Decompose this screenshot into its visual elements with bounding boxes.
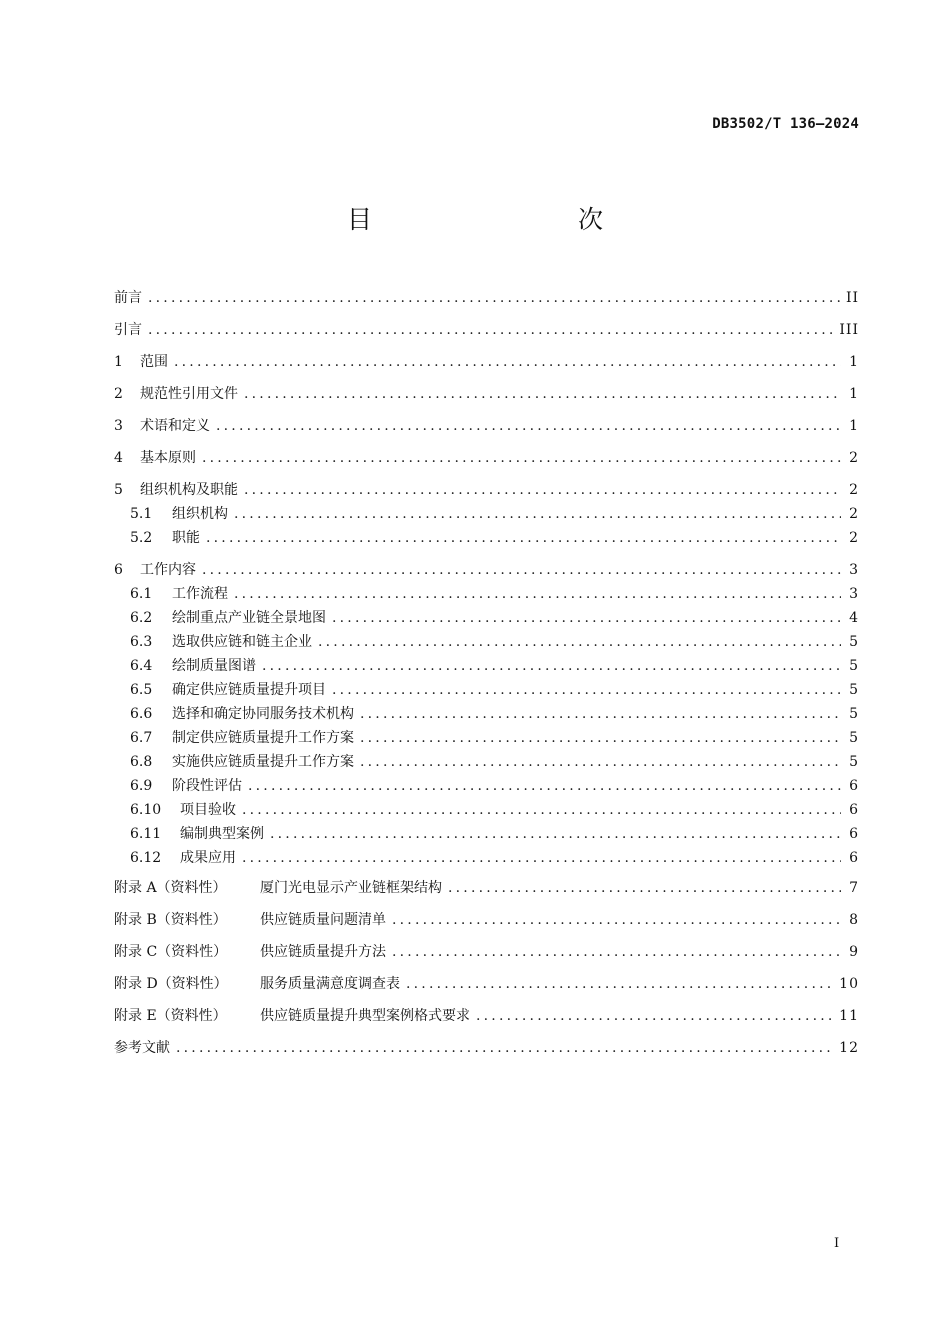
toc-entry-page: 2 <box>849 530 859 546</box>
toc-entry[interactable] <box>114 750 859 774</box>
toc-entry-number: 6.1 <box>130 586 153 602</box>
toc-entry-label: 项目验收 <box>180 802 236 818</box>
toc-entry-page: 2 <box>849 450 859 466</box>
toc-entry-label: 职能 <box>172 530 200 546</box>
toc-entry-page: 6 <box>849 826 859 842</box>
toc-entry[interactable] <box>114 382 859 406</box>
toc-entry-page: 4 <box>849 610 859 626</box>
toc-entry-page: 6 <box>849 850 859 866</box>
toc-entry-page: 1 <box>849 354 859 370</box>
toc-entry-number: 附录 D（资料性） <box>114 976 228 992</box>
toc-entry-page: 3 <box>849 562 859 578</box>
toc-entry[interactable] <box>114 798 859 822</box>
toc-entry-number: 6.12 <box>130 850 162 866</box>
toc-entry-number: 5 <box>114 482 123 498</box>
leader-dots <box>216 414 841 438</box>
toc-entry-label: 选取供应链和链主企业 <box>172 634 312 650</box>
toc-entry-label: 供应链质量提升典型案例格式要求 <box>260 1008 470 1024</box>
leader-dots <box>360 726 841 750</box>
toc-entry-page: III <box>839 322 859 338</box>
toc-entry-page: 8 <box>849 912 859 928</box>
toc-entry[interactable] <box>114 446 859 470</box>
toc-entry-page: 5 <box>849 658 859 674</box>
toc-entry-label: 绘制质量图谱 <box>172 658 256 674</box>
toc-entry-label: 供应链质量提升方法 <box>260 944 386 960</box>
toc-entry[interactable] <box>114 1004 859 1028</box>
leader-dots <box>270 822 841 846</box>
toc-entry-number: 6.11 <box>130 826 162 842</box>
toc-entry-page: 6 <box>849 778 859 794</box>
toc-entry[interactable] <box>114 940 859 964</box>
leader-dots <box>176 1036 833 1060</box>
toc-entry[interactable] <box>114 558 859 582</box>
toc-entry[interactable] <box>114 350 859 374</box>
toc-entry[interactable] <box>114 286 859 310</box>
leader-dots <box>360 702 841 726</box>
toc-entry-label: 范围 <box>140 354 168 370</box>
toc-entry-number: 6.5 <box>130 682 153 698</box>
toc-entry-page: 12 <box>839 1040 859 1056</box>
toc-entry-label: 厦门光电显示产业链框架结构 <box>260 880 442 896</box>
leader-dots <box>332 678 841 702</box>
toc-entry-page: 2 <box>849 506 859 522</box>
toc-entry-number: 附录 E（资料性） <box>114 1008 227 1024</box>
leader-dots <box>392 908 841 932</box>
leader-dots <box>476 1004 833 1028</box>
toc-entry-number: 6.4 <box>130 658 153 674</box>
leader-dots <box>360 750 841 774</box>
toc-entry[interactable] <box>114 846 859 870</box>
toc-entry-page: 3 <box>849 586 859 602</box>
toc-entry[interactable] <box>114 606 859 630</box>
toc-entry-page: 5 <box>849 754 859 770</box>
leader-dots <box>392 940 841 964</box>
toc-entry[interactable] <box>114 1036 859 1060</box>
toc-entry-label: 前言 <box>114 290 142 306</box>
toc-entry[interactable] <box>114 526 859 550</box>
toc-entry-page: 9 <box>849 944 859 960</box>
toc-entry[interactable] <box>114 822 859 846</box>
leader-dots <box>148 286 840 310</box>
toc-entry-label: 选择和确定协同服务技术机构 <box>172 706 354 722</box>
toc-entry-label: 组织机构及职能 <box>140 482 238 498</box>
leader-dots <box>234 582 841 606</box>
toc-entry-page: 5 <box>849 634 859 650</box>
toc-entry-number: 1 <box>114 354 123 370</box>
toc-entry-label: 工作流程 <box>172 586 228 602</box>
toc-entry[interactable] <box>114 876 859 900</box>
toc-entry-label: 供应链质量问题清单 <box>260 912 386 928</box>
toc-entry-page: 2 <box>849 482 859 498</box>
toc-entry-label: 阶段性评估 <box>172 778 242 794</box>
toc-entry-number: 附录 A（资料性） <box>114 880 227 896</box>
toc-entry-label: 实施供应链质量提升工作方案 <box>172 754 354 770</box>
leader-dots <box>262 654 841 678</box>
leader-dots <box>234 502 841 526</box>
toc-entry-label: 术语和定义 <box>140 418 210 434</box>
toc-entry-number: 附录 C（资料性） <box>114 944 228 960</box>
toc-entry-label: 制定供应链质量提升工作方案 <box>172 730 354 746</box>
toc-entry-number: 5.2 <box>130 530 153 546</box>
toc-entry-page: 6 <box>849 802 859 818</box>
toc-entry[interactable] <box>114 414 859 438</box>
toc-entry-page: II <box>845 290 859 306</box>
toc-entry-label: 绘制重点产业链全景地图 <box>172 610 326 626</box>
toc-entry[interactable] <box>114 972 859 996</box>
toc-entry-label: 基本原则 <box>140 450 196 466</box>
leader-dots <box>318 630 841 654</box>
leader-dots <box>148 318 833 342</box>
toc-entry[interactable] <box>114 582 859 606</box>
toc-entry-label: 引言 <box>114 322 142 338</box>
leader-dots <box>244 478 841 502</box>
toc-entry-label: 工作内容 <box>140 562 196 578</box>
toc-entry-page: 7 <box>849 880 859 896</box>
toc-entry-page: 5 <box>849 706 859 722</box>
document-code: DB3502/T 136—2024 <box>712 116 859 132</box>
toc-entry-label: 组织机构 <box>172 506 228 522</box>
toc-entry-number: 6.7 <box>130 730 153 746</box>
leader-dots <box>406 972 833 996</box>
toc-entry-number: 附录 B（资料性） <box>114 912 227 928</box>
toc-entry-number: 4 <box>114 450 123 466</box>
toc-entry-label: 编制典型案例 <box>180 826 264 842</box>
leader-dots <box>202 446 841 470</box>
toc-entry-page: 5 <box>849 730 859 746</box>
toc-entry[interactable] <box>114 774 859 798</box>
leader-dots <box>174 350 841 374</box>
leader-dots <box>448 876 841 900</box>
toc-entry[interactable] <box>114 502 859 526</box>
leader-dots <box>242 798 841 822</box>
toc-entry-number: 6.3 <box>130 634 153 650</box>
leader-dots <box>206 526 841 550</box>
leader-dots <box>242 846 841 870</box>
leader-dots <box>248 774 841 798</box>
toc-entry-number: 6.10 <box>130 802 162 818</box>
toc-entry[interactable] <box>114 726 859 750</box>
toc-entry-label: 确定供应链质量提升项目 <box>172 682 326 698</box>
toc-entry-label: 规范性引用文件 <box>140 386 238 402</box>
toc-entry[interactable] <box>114 678 859 702</box>
toc-entry-number: 6.9 <box>130 778 153 794</box>
toc-entry[interactable] <box>114 318 859 342</box>
toc-entry[interactable] <box>114 908 859 932</box>
toc-entry[interactable] <box>114 654 859 678</box>
toc-entry-number: 6.8 <box>130 754 153 770</box>
page-number: I <box>834 1236 840 1251</box>
toc-entry-number: 5.1 <box>130 506 153 522</box>
toc-entry-number: 6.6 <box>130 706 153 722</box>
page-title: 目 次 <box>346 205 655 234</box>
toc-entry[interactable] <box>114 478 859 502</box>
toc-entry[interactable] <box>114 702 859 726</box>
toc-entry-label: 服务质量满意度调查表 <box>260 976 400 992</box>
toc-entry-page: 1 <box>849 386 859 402</box>
toc-entry-page: 10 <box>839 976 859 992</box>
table-of-contents <box>114 286 859 1060</box>
toc-entry-label: 成果应用 <box>180 850 236 866</box>
toc-entry-number: 6 <box>114 562 123 578</box>
toc-entry-page: 5 <box>849 682 859 698</box>
toc-entry-number: 3 <box>114 418 123 434</box>
leader-dots <box>244 382 841 406</box>
toc-entry-label: 参考文献 <box>114 1040 170 1056</box>
toc-entry-page: 11 <box>839 1008 859 1024</box>
toc-entry-number: 2 <box>114 386 123 402</box>
toc-entry[interactable] <box>114 630 859 654</box>
leader-dots <box>202 558 841 582</box>
toc-entry-page: 1 <box>849 418 859 434</box>
leader-dots <box>332 606 841 630</box>
toc-entry-number: 6.2 <box>130 610 153 626</box>
